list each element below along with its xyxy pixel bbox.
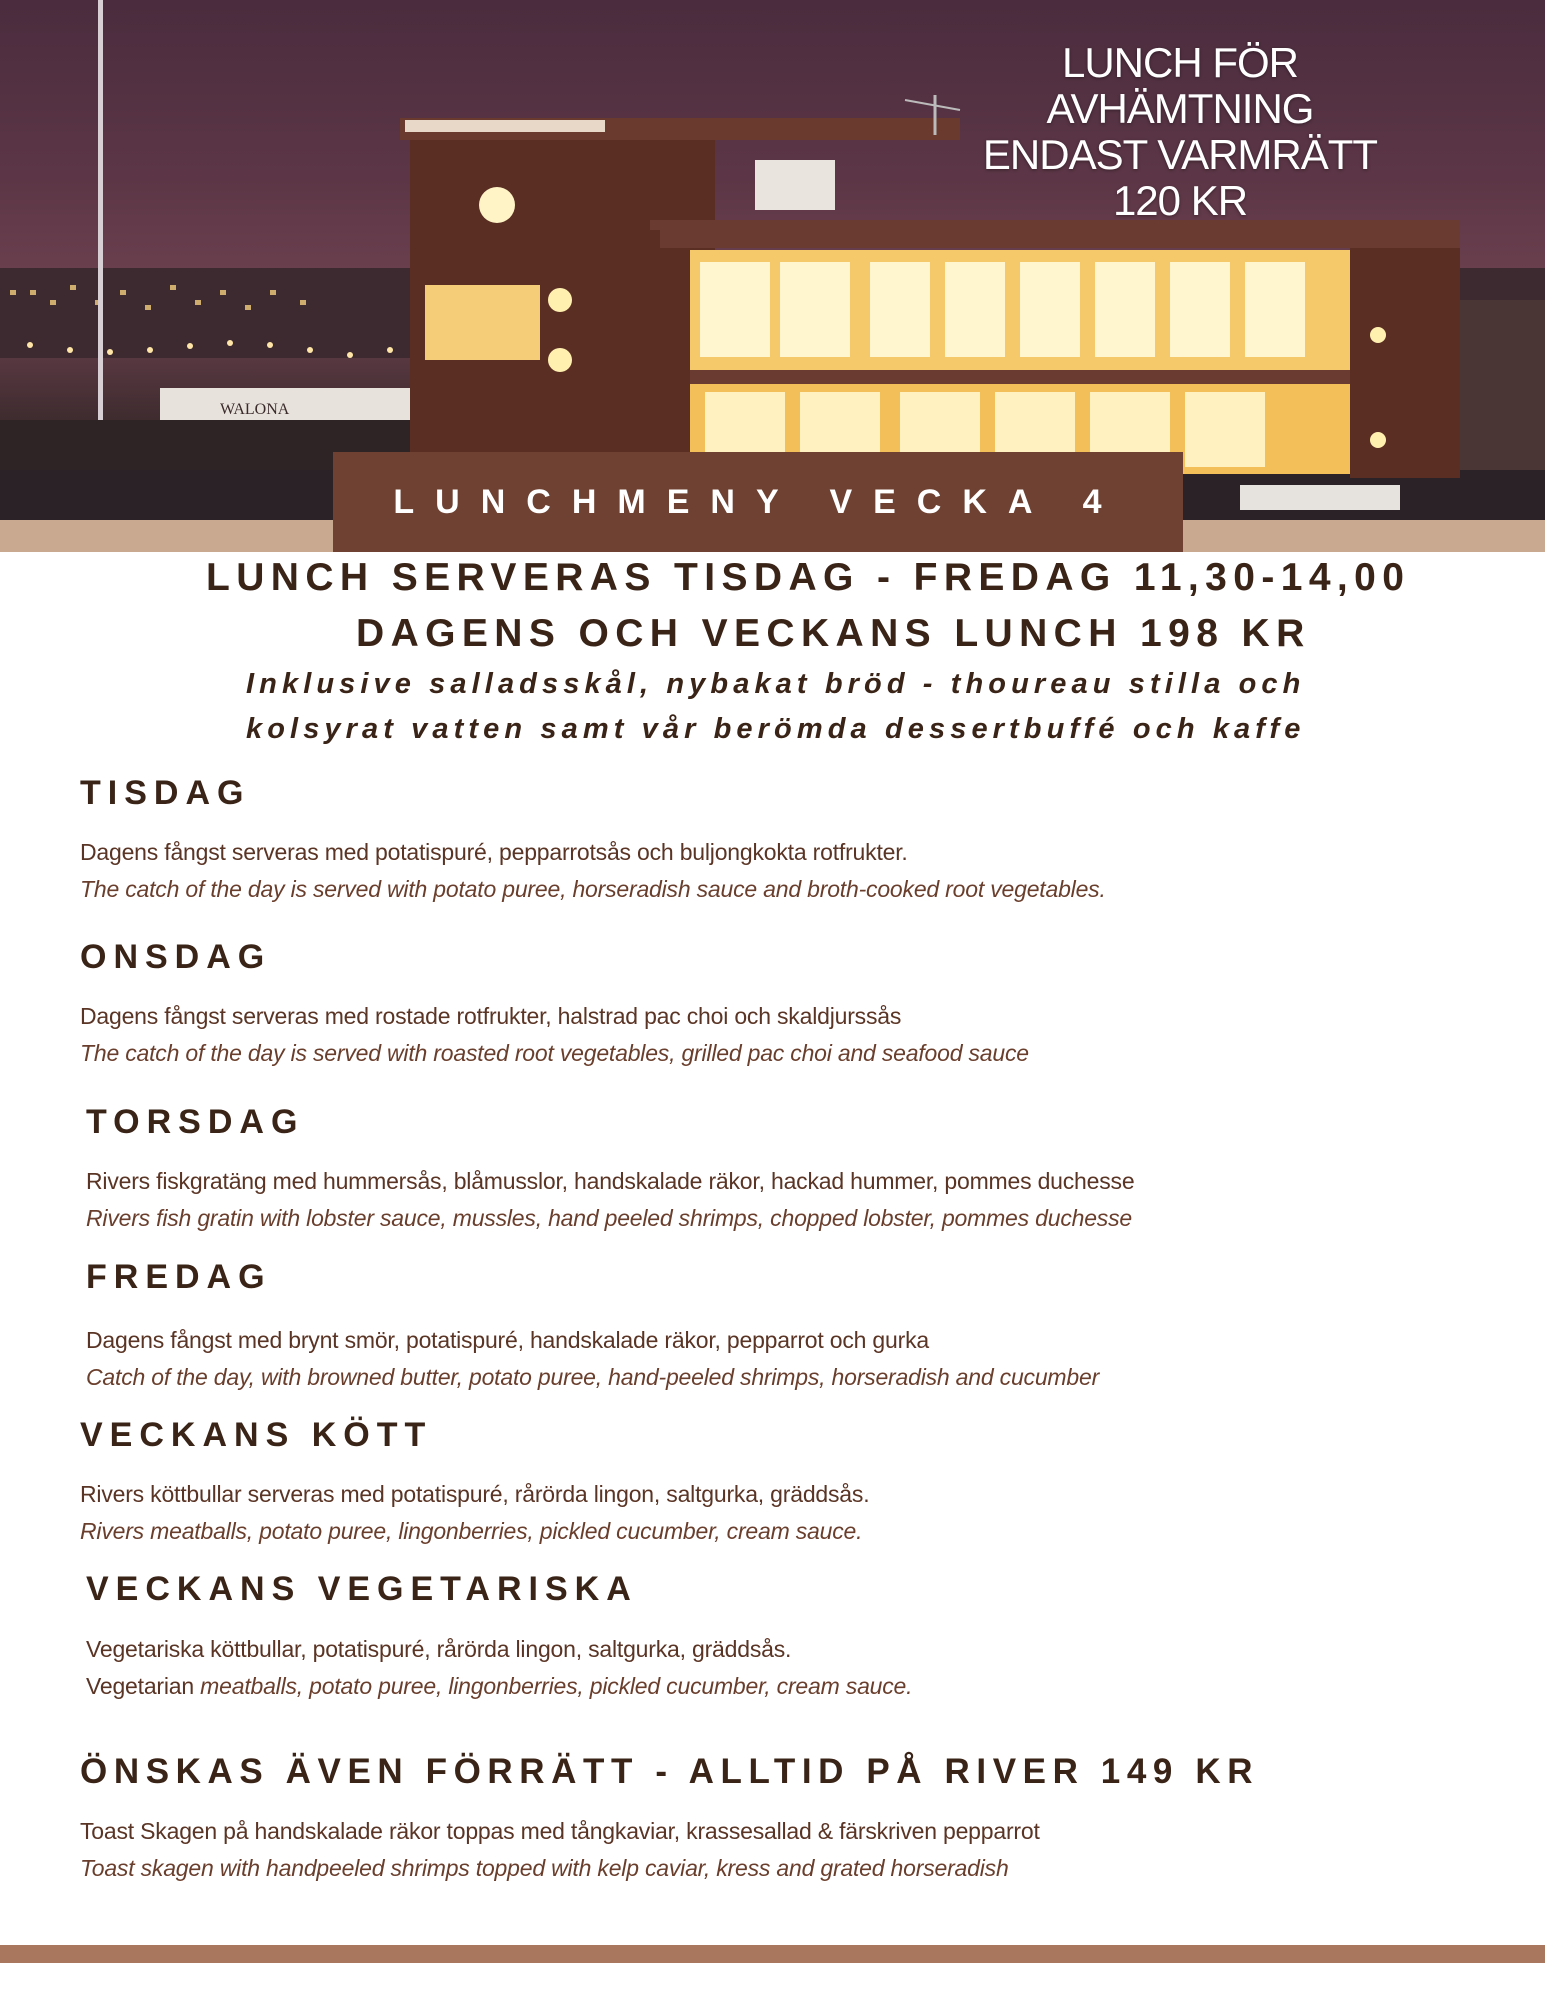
dish-en-onsdag: The catch of the day is served with roasted root vegetables, grilled pac choi and seafood sauce xyxy=(80,1040,1029,1066)
day-heading-veckans-kott: VECKANS KÖTT xyxy=(80,1416,433,1454)
dish-sv-starter: Toast Skagen på handskalade räkor toppas med tångkaviar, krassesallad & färskriven pepparrot xyxy=(80,1818,1040,1844)
dish-en-rest: meatballs, potato puree, lingonberries, pickled cucumber, cream sauce. xyxy=(200,1673,913,1699)
day-heading-veckans-vegetariska: VECKANS VEGETARISKA xyxy=(86,1570,638,1608)
title-banner xyxy=(333,452,1183,552)
day-heading-torsdag: TORSDAG xyxy=(86,1103,305,1141)
dish-en-torsdag: Rivers fish gratin with lobster sauce, mussles, hand peeled shrimps, chopped lobster, pommes duchesse xyxy=(86,1205,1132,1231)
takeaway-notice xyxy=(960,40,1400,224)
bottom-accent-bar xyxy=(0,1945,1545,1963)
boat-sign: WALONA xyxy=(220,401,290,418)
dish-en-starter: Toast skagen with handpeeled shrimps topped with kelp caviar, kress and grated horseradish xyxy=(80,1855,1009,1881)
inclusive-line-1: Inklusive salladsskål, nybakat bröd - thoureau stilla och xyxy=(246,668,1306,700)
takeaway-line-4: 120 KR xyxy=(1112,177,1248,224)
dish-en-veckans-kott: Rivers meatballs, potato puree, lingonberries, pickled cucumber, cream sauce. xyxy=(80,1518,863,1544)
dish-en-fredag: Catch of the day, with browned butter, potato puree, hand-peeled shrimps, horseradish and cucumber xyxy=(86,1364,1100,1390)
serving-hours: LUNCH SERVERAS TISDAG - FREDAG 11,30-14,00 xyxy=(206,556,1411,599)
hero-photo xyxy=(0,0,1545,552)
dish-sv-onsdag: Dagens fångst serveras med rostade rotfrukter, halstrad pac choi och skaldjurssås xyxy=(80,1003,902,1029)
day-heading-fredag: FREDAG xyxy=(86,1258,272,1296)
dish-sv-veckans-kott: Rivers köttbullar serveras med potatispuré, rårörda lingon, saltgurka, gräddsås. xyxy=(80,1481,870,1507)
dish-sv-fredag: Dagens fångst med brynt smör, potatispuré, handskalade räkor, pepparrot och gurka xyxy=(86,1327,929,1353)
banner-title: LUNCHMENY VECKA 4 xyxy=(393,482,1123,521)
dish-sv-tisdag: Dagens fångst serveras med potatispuré, pepparrotsås och buljongkokta rotfrukter. xyxy=(80,839,908,865)
takeaway-line-2: AVHÄMTNING xyxy=(1046,85,1314,132)
takeaway-line-1: LUNCH FÖR xyxy=(1061,39,1298,86)
day-heading-onsdag: ONSDAG xyxy=(80,938,272,976)
day-heading-tisdag: TISDAG xyxy=(80,774,251,812)
takeaway-line-3: ENDAST VARMRÄTT xyxy=(982,131,1378,178)
lunch-price: DAGENS OCH VECKANS LUNCH 198 KR xyxy=(356,612,1311,655)
starter-heading: ÖNSKAS ÄVEN FÖRRÄTT - ALLTID PÅ RIVER 149 KR xyxy=(80,1752,1260,1791)
dish-sv-veckans-vegetariska: Vegetariska köttbullar, potatispuré, rårörda lingon, saltgurka, gräddsås. xyxy=(86,1636,792,1662)
dish-en-veckans-vegetariska xyxy=(86,1673,912,1700)
dish-en-tisdag: The catch of the day is served with potato puree, horseradish sauce and broth-cooked root vegetables. xyxy=(80,876,1106,902)
dish-sv-torsdag: Rivers fiskgratäng med hummersås, blåmusslor, handskalade räkor, hackad hummer, pommes duchesse xyxy=(86,1168,1135,1194)
inclusive-line-2: kolsyrat vatten samt vår berömda dessertbuffé och kaffe xyxy=(246,713,1306,745)
dish-en-prefix: Vegetarian xyxy=(86,1673,201,1699)
